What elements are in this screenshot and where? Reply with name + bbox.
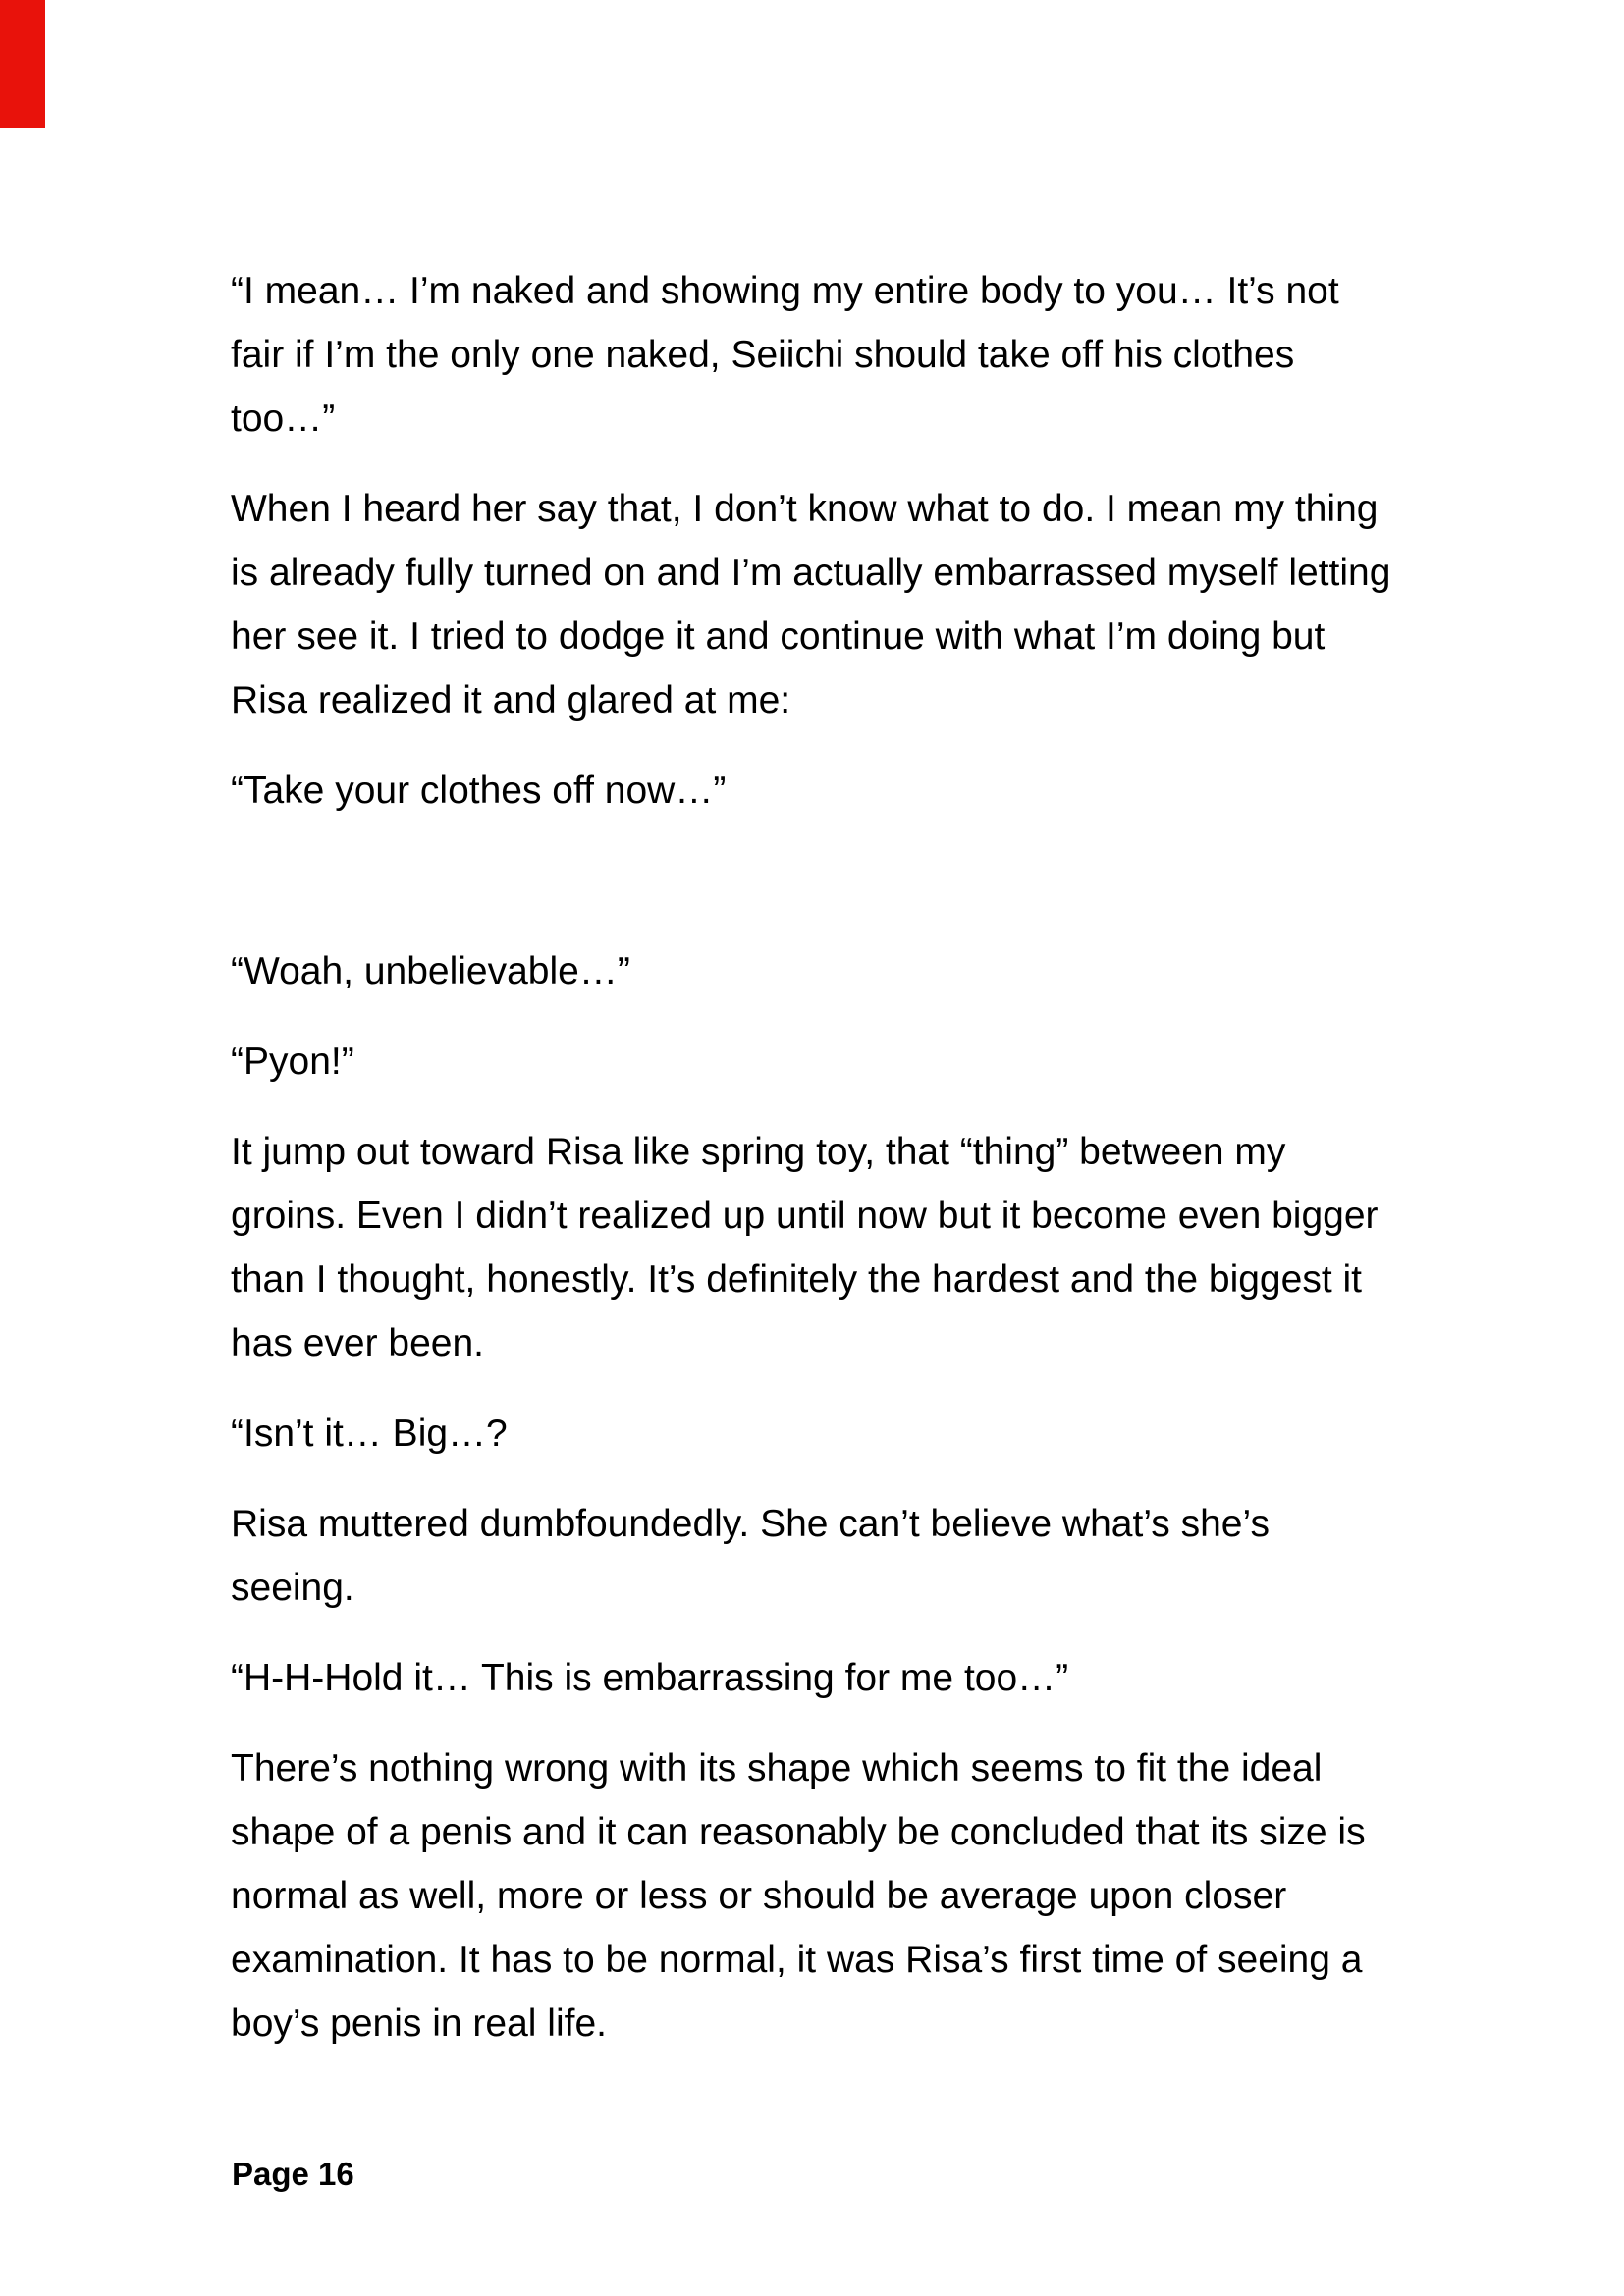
text-line: Risa muttered dumbfoundedly. She can’t believe what’s she’s [231,1503,1270,1545]
paragraph [231,259,1390,451]
text-line: “H-H-Hold it… This is embarrassing for me too…” [231,1657,1069,1699]
paragraph [231,477,1390,732]
text-line: seeing. [231,1567,354,1609]
text-line [231,849,1390,913]
text-line: too…” [231,398,336,440]
text-line: “Take your clothes off now…” [231,770,727,812]
text-line: has ever been. [231,1322,485,1364]
text-line: shape of a penis and it can reasonably be concluded that its size is [231,1811,1366,1853]
document-body [231,259,1390,2082]
text-line: “Isn’t it… Big…? [231,1413,508,1455]
text-line: There’s nothing wrong with its shape which seems to fit the ideal [231,1747,1323,1789]
text-line: When I heard her say that, I don’t know what to do. I mean my thing [231,488,1379,530]
text-line: is already fully turned on and I’m actually embarrassed myself letting [231,552,1391,594]
text-line: “Woah, unbelievable…” [231,950,630,992]
paragraph [231,1646,1390,1710]
paragraph [231,1030,1390,1094]
text-line: “Pyon!” [231,1041,354,1083]
paragraph [231,939,1390,1003]
text-line: examination. It has to be normal, it was Risa’s first time of seeing a [231,1939,1363,1981]
text-line: “I mean… I’m naked and showing my entire body to you… It’s not [231,270,1339,312]
paragraph [231,1402,1390,1466]
corner-red-marker [0,0,45,128]
text-line: normal as well, more or less or should be average upon closer [231,1875,1287,1917]
text-line: her see it. I tried to dodge it and continue with what I’m doing but [231,615,1326,658]
paragraph [231,1736,1390,2056]
text-line: It jump out toward Risa like spring toy, that “thing” between my [231,1131,1286,1173]
text-line: Risa realized it and glared at me: [231,679,791,721]
paragraph [231,1492,1390,1620]
text-line: groins. Even I didn’t realized up until now but it become even bigger [231,1195,1379,1237]
text-line: boy’s penis in real life. [231,2002,607,2045]
text-line: fair if I’m the only one naked, Seiichi should take off his clothes [231,334,1295,376]
paragraph [231,1120,1390,1375]
page-number: Page 16 [232,2156,354,2192]
empty-paragraph [231,849,1390,913]
text-line: than I thought, honestly. It’s definitely the hardest and the biggest it [231,1258,1362,1301]
paragraph [231,759,1390,823]
